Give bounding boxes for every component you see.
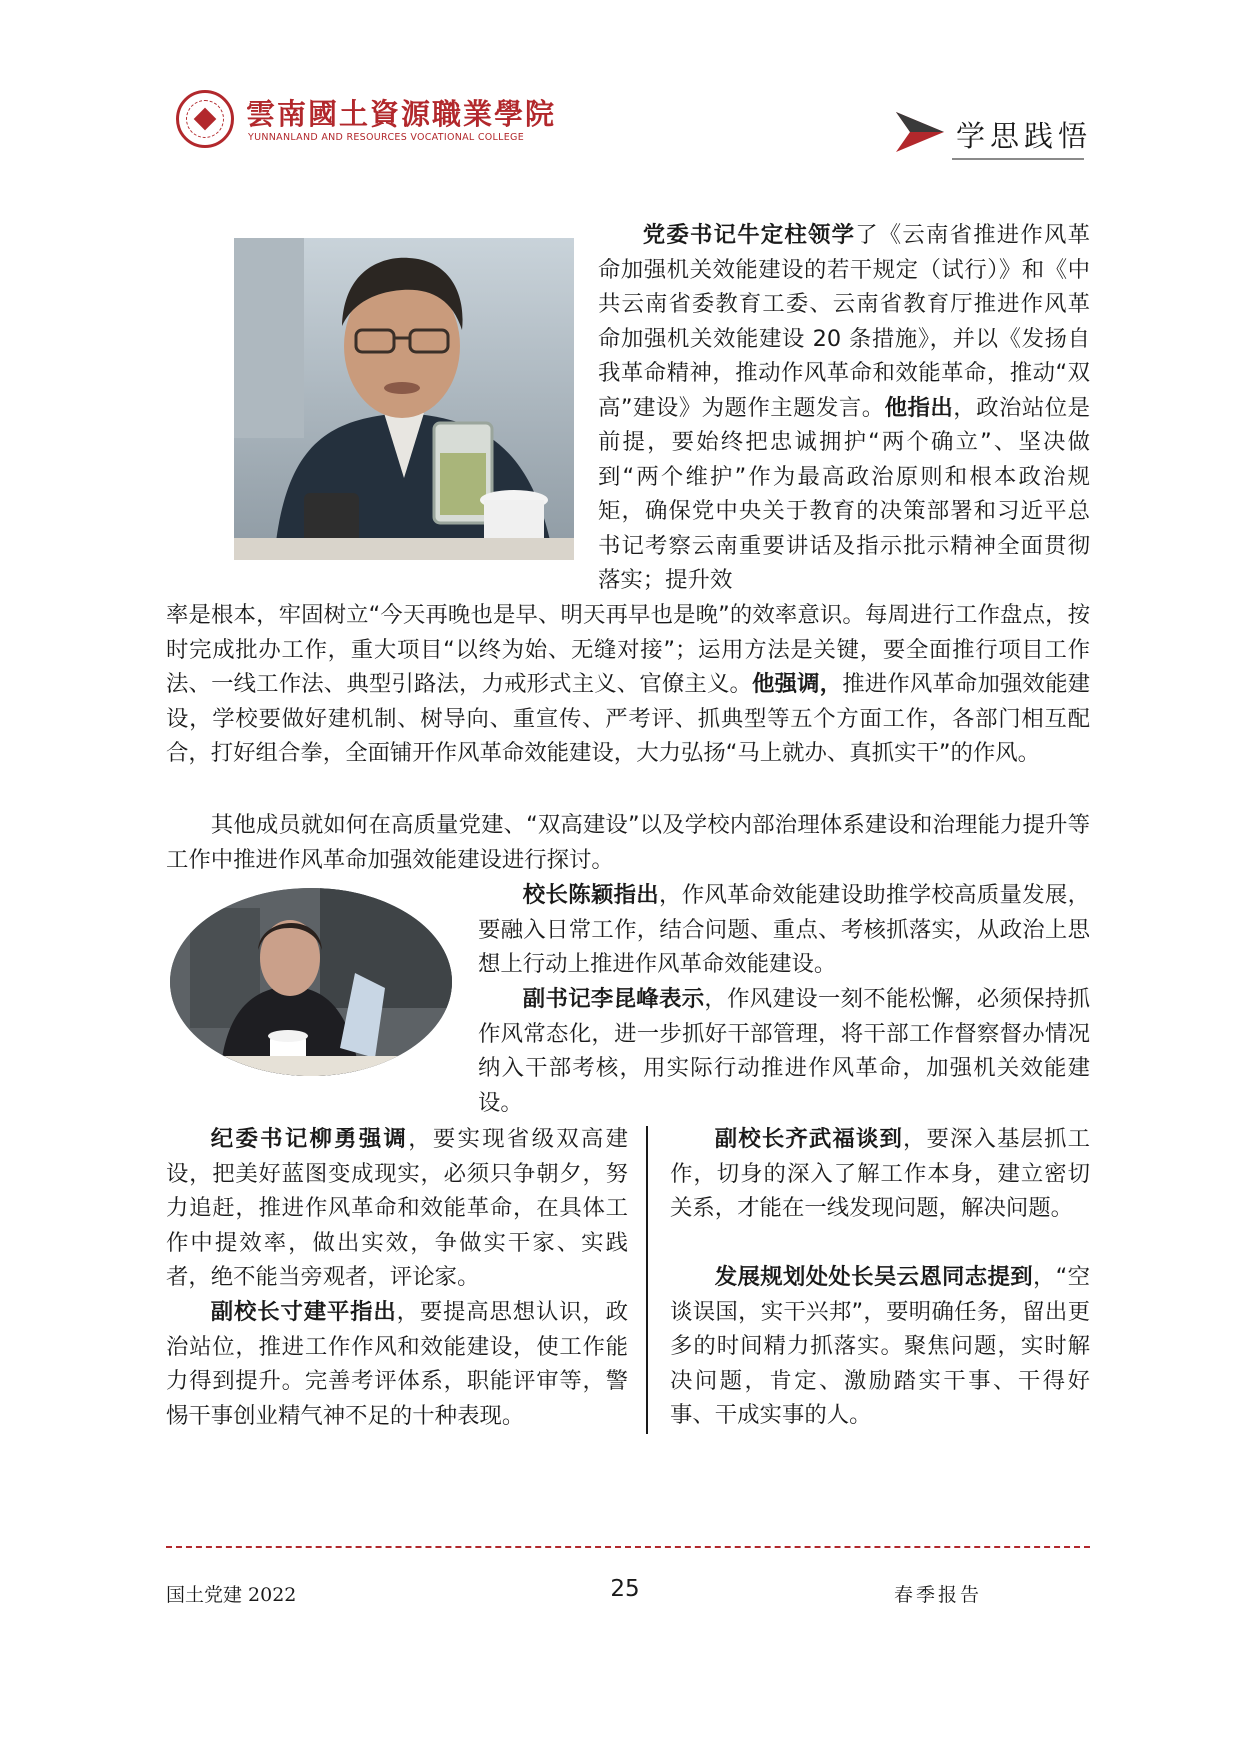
keyword-he-pointed-out: 他指出 xyxy=(884,394,954,421)
speaker-president: 校长陈颖指出 xyxy=(522,882,659,908)
speaker-party-secretary: 党委书记牛定柱领学 xyxy=(642,222,856,248)
para-vice-president-qi: 副校长齐武福谈到，要深入基层抓工作，切身的深入了解工作本身，建立密切关系，才能在一线发现问题，解决问题。 xyxy=(670,1126,1091,1221)
footer-rule xyxy=(166,1546,1090,1548)
speaker-discipline-secretary: 纪委书记柳勇强调 xyxy=(210,1126,409,1152)
speaker-planning-director: 发展规划处处长吴云恩同志提到 xyxy=(714,1264,1033,1290)
para-party-secretary-intro: 党委书记牛定柱领学了《云南省推进作风革命加强机关效能建设的若干规定（试行）》和《中共云南省委教育工委、云南省教育厅推进作风革命加强机关效能建设 20 条措施》，并以《发扬自我革命精神，推动作风革命和效能革命，推动“双高”建设》为题作主题发言。他指出，政治站位是前提，要始终把忠诚拥护“两个确立”、坚决做到“两个维护”作为最高政治原则和根本政治规矩，确保党中央关于教育的决策部署和习近平总书记考察云南重要讲话及指示批示精神全面贯彻落实；提升效 xyxy=(598,222,1091,593)
para-planning-director: 发展规划处处长吴云恩同志提到，“空谈误国，实干兴邦”，要明确任务，留出更多的时间精力抓落实。聚焦问题，实时解决问题，肯定、激励踏实干事、干得好事、干成实事的人。 xyxy=(670,1264,1091,1428)
footer-issue: 春季报告 xyxy=(894,1584,983,1606)
school-name-cn: 雲南國土資源職業學院 xyxy=(246,97,557,131)
photo-party-secretary-image xyxy=(234,238,574,560)
column-divider xyxy=(646,1126,648,1434)
photo-party-secretary xyxy=(234,238,574,560)
section-underline xyxy=(952,158,1084,160)
speaker-vice-president-cun: 副校长寸建平指出 xyxy=(210,1299,397,1325)
para-party-secretary-continued: 率是根本，牢固树立“今天再晚也是早、明天再早也是晚”的效率意识。每周进行工作盘点，按时完成批办工作，重大项目“以终为始、无缝对接”；运用方法是关键，要全面推行项目工作法、一线工作法、典型引路法，力戒形式主义、官僚主义。他强调，推进作风革命加强效能建设，学校要做好建机制、树导向、重宣传、严考评、抓典型等五个方面工作，各部门相互配合，打好组合拳，全面铺开作风革命效能建设，大力弘扬“马上就办、真抓实干”的作风。 xyxy=(166,602,1091,766)
keyword-he-emphasized: 他强调， xyxy=(752,671,843,697)
school-seal-icon xyxy=(176,90,234,148)
para-vice-president-cun: 副校长寸建平指出，要提高思想认识，政治站位，推进工作作风和效能建设，使工作能力得到提升。完善考评体系，职能评审等，警惕干事创业精气神不足的十种表现。 xyxy=(166,1299,629,1429)
photo-president xyxy=(170,888,452,1076)
para-discipline-secretary: 纪委书记柳勇强调，要实现省级双高建设，把美好蓝图变成现实，必须只争朝夕，努力追赶，推进作风革命和效能革命，在具体工作中提效率，做出实效，争做实干家、实践者，绝不能当旁观者，评论家。 xyxy=(166,1126,628,1290)
para-president: 校长陈颖指出，作风革命效能建设助推学校高质量发展，要融入日常工作，结合问题、重点、考核抓落实，从政治上思想上行动上推进作风革命效能建设。 xyxy=(478,882,1090,977)
chevron-right-icon xyxy=(896,112,944,152)
para-other-members: 其他成员就如何在高质量党建、“双高建设”以及学校内部治理体系建设和治理能力提升等工作中推进作风革命加强效能建设进行探讨。 xyxy=(166,812,1090,873)
speaker-deputy-secretary: 副书记李昆峰表示 xyxy=(522,986,705,1012)
photo-president-image xyxy=(170,888,452,1076)
footer-publication: 国土党建 2022 xyxy=(166,1584,297,1606)
section-title: 学思践悟 xyxy=(956,119,1093,153)
para-deputy-secretary: 副书记李昆峰表示，作风建设一刻不能松懈，必须保持抓作风常态化，进一步抓好干部管理，将干部工作督察督办情况纳入干部考核，用实际行动推进作风革命，加强机关效能建设。 xyxy=(478,986,1091,1116)
page-number: 25 xyxy=(610,1576,640,1602)
section-heading xyxy=(896,108,1096,168)
speaker-vice-president-qi: 副校长齐武福谈到 xyxy=(714,1126,903,1152)
school-logo xyxy=(176,90,557,152)
school-name-en: YUNNANLAND AND RESOURCES VOCATIONAL COLLEGE xyxy=(248,132,525,143)
